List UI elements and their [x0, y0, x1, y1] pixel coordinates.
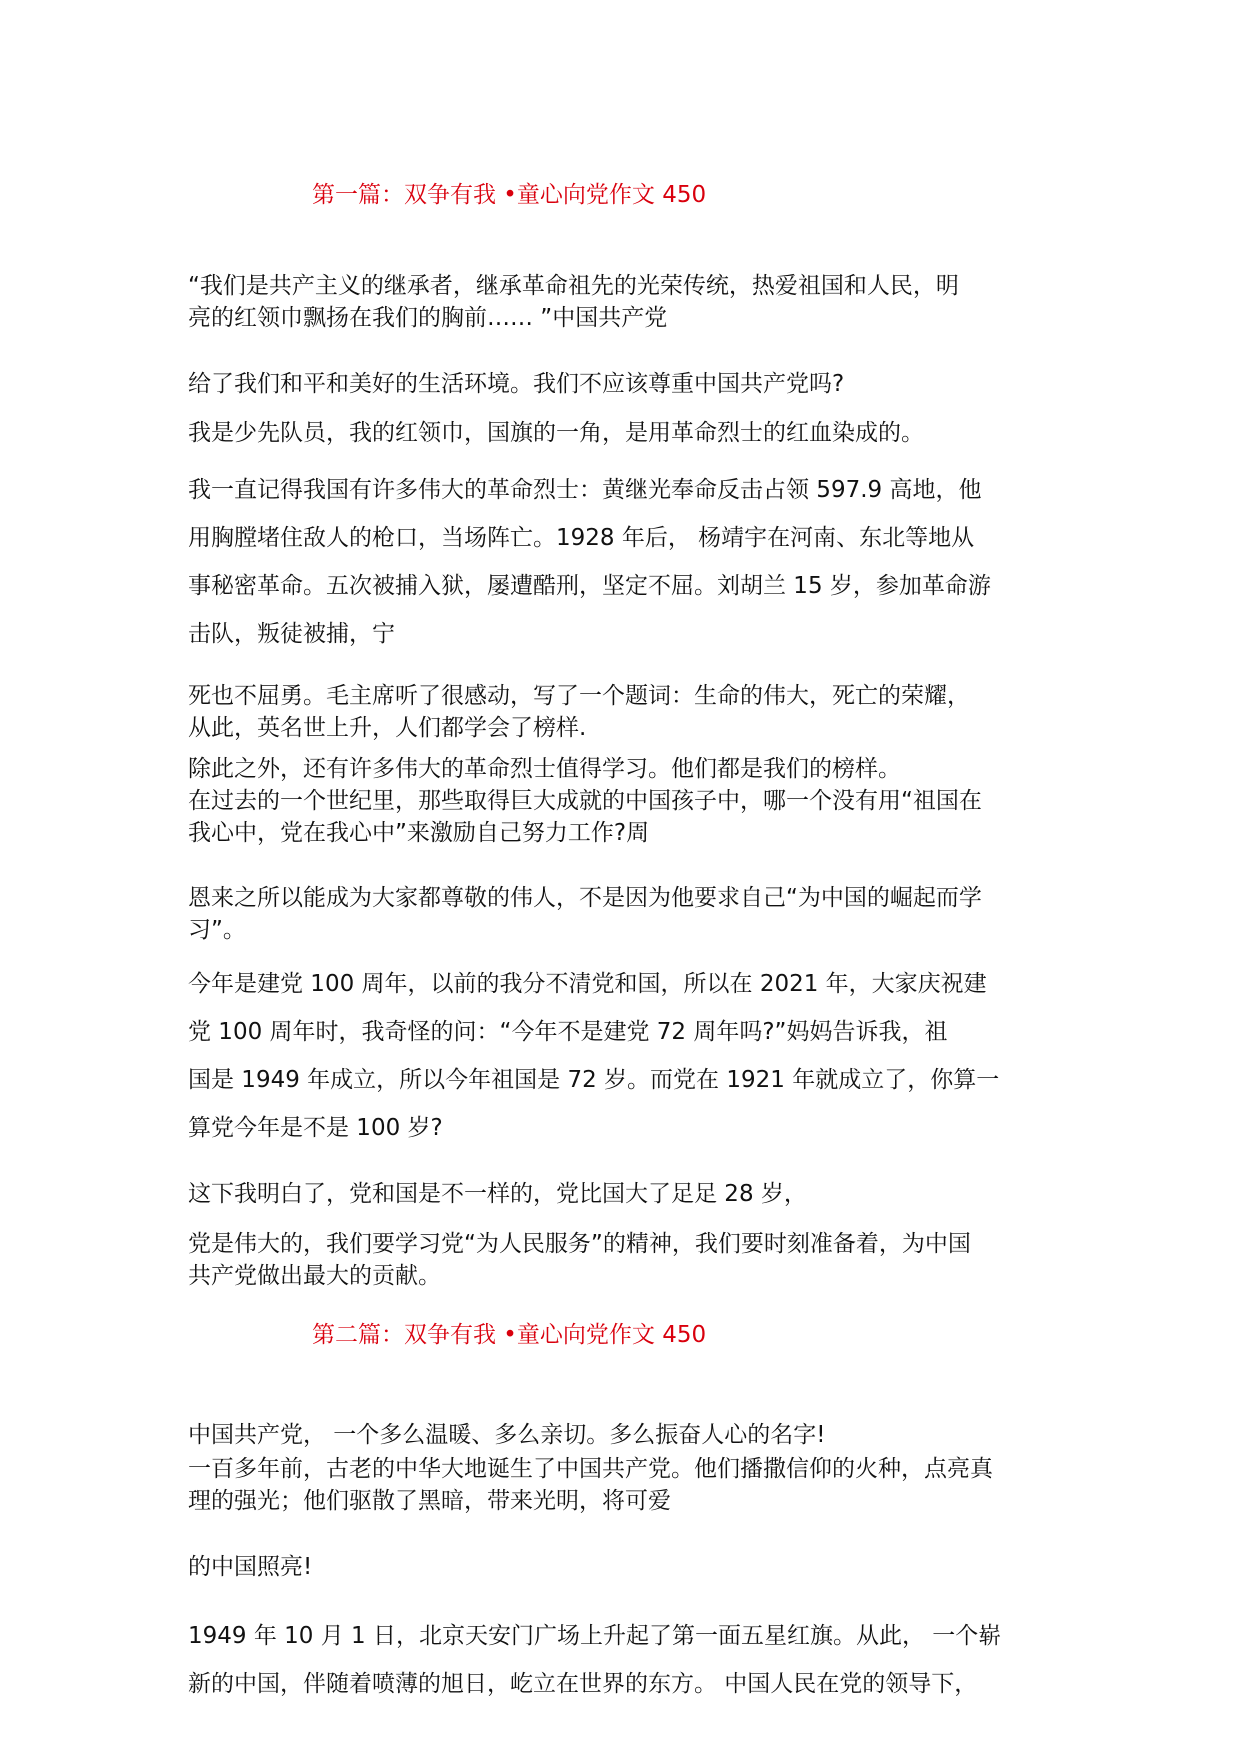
- section1-paragraph-9: [188, 960, 1068, 1152]
- text-line: 党是伟大的，我们要学习党“为人民服务”的精神，我们要时刻准备着，为中国: [188, 1231, 971, 1257]
- text-line: 亮的红领巾飘扬在我们的胸前…… ”中国共产党: [188, 305, 668, 331]
- text-line: 从此，英名世上升，人们都学会了榜样.: [188, 715, 587, 741]
- text-line: 这下我明白了，党和国是不一样的，党比国大了足足 28 岁，: [188, 1181, 807, 1207]
- section2-paragraph-1: [188, 1419, 1068, 1451]
- text-line: 的中国照亮!: [188, 1554, 313, 1580]
- section2-paragraph-3: [188, 1551, 1068, 1583]
- text-line: 一百多年前，古老的中华大地诞生了中国共产党。他们播撒信仰的火种，点亮真: [188, 1456, 993, 1482]
- section1-paragraph-10: [188, 1178, 1068, 1210]
- text-line: 用胸膛堵住敌人的枪口，当场阵亡。1928 年后， 杨靖宇在河南、东北等地从: [188, 525, 975, 551]
- section1-title: 第一篇：双争有我 •童心向党作文 450: [312, 182, 707, 208]
- text-line: 事秘密革命。五次被捕入狱，屡遭酷刑，坚定不屈。刘胡兰 15 岁，参加革命游: [188, 573, 991, 599]
- text-line: 中国共产党， 一个多么温暖、多么亲切。多么振奋人心的名字!: [188, 1422, 826, 1448]
- section1-paragraph-7: [188, 785, 1068, 849]
- section1-paragraph-5: [188, 680, 1068, 744]
- section1-paragraph-3: [188, 417, 1068, 449]
- text-line: 今年是建党 100 周年，以前的我分不清党和国，所以在 2021 年，大家庆祝建: [188, 971, 987, 997]
- section1-paragraph-11: [188, 1228, 1068, 1292]
- text-line: 国是 1949 年成立，所以今年祖国是 72 岁。而党在 1921 年就成立了，你算一: [188, 1067, 1000, 1093]
- text-line: 我一直记得我国有许多伟大的革命烈士：黄继光奉命反击占领 597.9 高地，他: [188, 477, 982, 503]
- text-line: 我心中，党在我心中”来激励自己努力工作?周: [188, 820, 650, 846]
- section1-paragraph-8: [188, 882, 1068, 946]
- section1-paragraph-2: [188, 368, 1068, 400]
- section1-paragraph-6: [188, 753, 1068, 785]
- section1-paragraph-4: [188, 466, 1068, 658]
- text-line: 击队，叛徒被捕，宁: [188, 621, 395, 647]
- text-line: 共产党做出最大的贡献。: [188, 1263, 441, 1289]
- text-line: 除此之外，还有许多伟大的革命烈士值得学习。他们都是我们的榜样。: [188, 756, 901, 782]
- section1-paragraph-1: [188, 270, 1068, 334]
- text-line: 习”。: [188, 917, 246, 943]
- text-line: “我们是共产主义的继承者，继承革命祖先的光荣传统，热爱祖国和人民，明: [188, 273, 959, 299]
- text-line: 理的强光；他们驱散了黑暗，带来光明，将可爱: [188, 1488, 671, 1514]
- text-line: 死也不屈勇。毛主席听了很感动，写了一个题词：生命的伟大，死亡的荣耀，: [188, 683, 970, 709]
- text-line: 我是少先队员，我的红领巾，国旗的一角，是用革命烈士的红血染成的。: [188, 420, 924, 446]
- text-line: 恩来之所以能成为大家都尊敬的伟人，不是因为他要求自己“为中国的崛起而学: [188, 885, 982, 911]
- text-line: 算党今年是不是 100 岁?: [188, 1115, 443, 1141]
- text-line: 在过去的一个世纪里，那些取得巨大成就的中国孩子中，哪一个没有用“祖国在: [188, 788, 982, 814]
- text-line: 新的中国，伴随着喷薄的旭日，屹立在世界的东方。 中国人民在党的领导下，: [188, 1671, 978, 1697]
- section2-paragraph-2: [188, 1453, 1068, 1517]
- text-line: 给了我们和平和美好的生活环境。我们不应该尊重中国共产党吗?: [188, 371, 845, 397]
- section2-paragraph-4: [188, 1612, 1068, 1708]
- section2-title: 第二篇：双争有我 •童心向党作文 450: [312, 1322, 707, 1348]
- text-line: 1949 年 10 月 1 日，北京天安门广场上升起了第一面五星红旗。从此， 一个崭: [188, 1623, 1002, 1649]
- text-line: 党 100 周年时，我奇怪的问：“今年不是建党 72 周年吗?”妈妈告诉我，祖: [188, 1019, 948, 1045]
